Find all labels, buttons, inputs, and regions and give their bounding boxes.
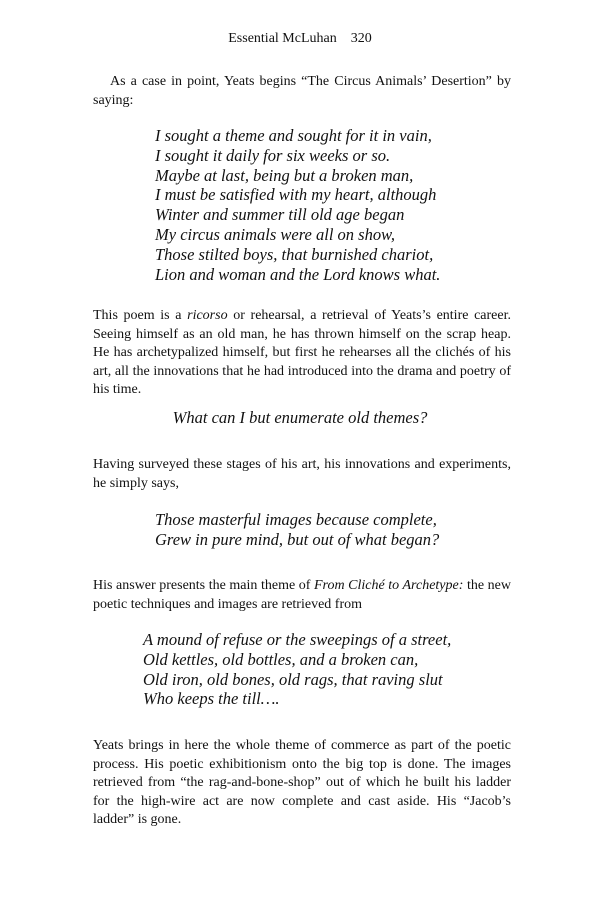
paragraph-commerce: Yeats brings in here the whole theme of commerce as part of the poetic process. His poetic exhibitionism onto the big top is done. The images retrieved from “the rag-and-bone-shop” out of which he built his ladder for the high-wire act are now complete and cast aside. His “Jacob’s ladder” is gone. [93,738,511,827]
poem-line: I must be satisfied with my heart, although [155,185,437,205]
paragraph-ricorso [93,307,511,400]
ricorso-term: ricorso [187,308,228,323]
poem-line: My circus animals were all on show, [155,224,395,244]
poem-line: I sought it daily for six weeks or so. [155,145,391,165]
running-header-title: Essential McLuhan [228,31,337,46]
poem-line: Old iron, old bones, old rags, that raving slut [143,669,443,689]
book-title: From Cliché to Archetype: [314,578,464,593]
poem-line: I sought a theme and sought for it in vain, [155,126,432,145]
running-header [0,30,600,48]
paragraph-intro: As a case in point, Yeats begins “The Circus Animals’ Desertion” by saying: [93,74,511,108]
poem-line: Who keeps the till…. [143,689,280,709]
poem-stanza-circus-animals [155,126,440,284]
quote-enumerate-themes: What can I but enumerate old themes? [172,408,428,427]
poem-line: Grew in pure mind, but out of what began? [155,529,440,549]
poem-line: A mound of refuse or the sweepings of a street, [143,630,452,649]
poem-stanza-masterful-images [155,510,439,550]
poem-stanza-mound-of-refuse [143,630,451,709]
ricorso-text-before: This poem is a [93,308,188,323]
paragraph-answer [93,577,511,614]
ricorso-text-after: or rehearsal, a retrieval of Yeats’s entire career. Seeing himself as an old man, he has thrown himself on the scrap heap. He has archetypalized himself, but first he rehearses all the clichés of his art, all the innovations that he had introduced into the drama and poetry of his time. [93,308,511,397]
answer-text-before: His answer presents the main theme of [93,578,314,593]
answer-text-after: the new poetic techniques and images are retrieved from [93,578,511,612]
paragraph-surveyed: Having surveyed these stages of his art, his innovations and experiments, he simply says, [93,457,511,491]
poem-line: Winter and summer till old age began [155,205,405,225]
poem-line: Those stilted boys, that burnished chariot, [155,244,434,264]
poem-line: Old kettles, old bottles, and a broken can, [143,649,419,669]
poem-line: Lion and woman and the Lord knows what. [155,264,441,284]
poem-line: Maybe at last, being but a broken man, [155,165,414,185]
page-number: 320 [350,31,372,46]
poem-line: Those masterful images because complete, [155,510,437,529]
